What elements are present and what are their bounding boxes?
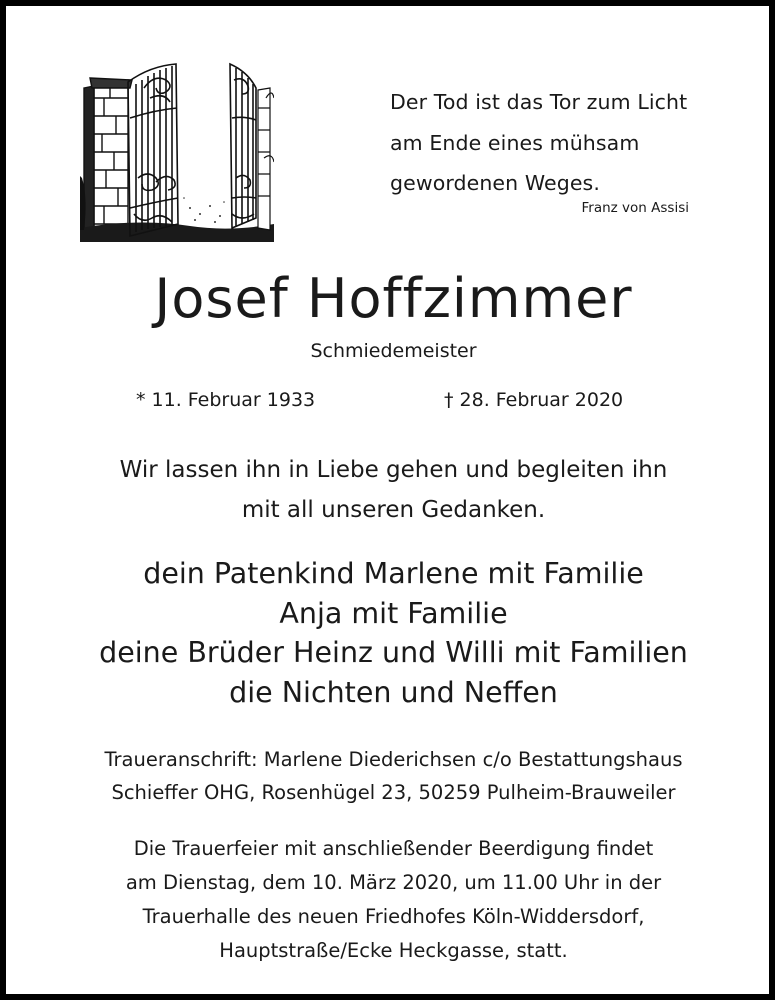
motto	[6, 450, 775, 530]
mourner-line: Anja mit Familie	[279, 596, 508, 630]
gate-illustration-icon	[80, 58, 274, 242]
ceremony-line: Hauptstraße/Ecke Heckgasse, statt.	[219, 939, 568, 962]
quote-line: Der Tod ist das Tor zum Licht	[390, 90, 688, 114]
ceremony-line: Trauerhalle des neuen Friedhofes Köln-Widdersdorf,	[142, 905, 645, 928]
quote-line: am Ende eines mühsam	[390, 130, 640, 155]
quote	[390, 82, 730, 204]
address-line: Traueranschrift: Marlene Diederichsen c/o Bestattungshaus	[104, 748, 683, 771]
ceremony-line: Die Trauerfeier mit anschließender Beerdigung findet	[133, 837, 654, 860]
motto-line: Wir lassen ihn in Liebe gehen und begleiten ihn	[119, 457, 668, 483]
birth-date: * 11. Februar 1933	[136, 389, 316, 411]
quote-line: gewordenen Weges.	[390, 171, 600, 195]
mourning-address	[6, 743, 775, 809]
mourner-line: dein Patenkind Marlene mit Familie	[143, 557, 644, 590]
address-line: Schieffer OHG, Rosenhügel 23, 50259 Pulheim-Brauweiler	[111, 781, 676, 804]
motto-line: mit all unseren Gedanken.	[241, 497, 546, 523]
death-date: † 28. Februar 2020	[444, 389, 624, 411]
deceased-profession: Schmiedemeister	[310, 340, 477, 362]
quote-author: Franz von Assisi	[581, 200, 689, 216]
mourner-line: die Nichten und Neffen	[229, 675, 558, 709]
mourners-list	[6, 554, 775, 712]
deceased-name: Josef Hoffzimmer	[154, 267, 633, 330]
funeral-ceremony-info	[6, 832, 775, 968]
mourner-line: deine Brüder Heinz und Willi mit Familien	[99, 636, 688, 669]
ceremony-line: am Dienstag, dem 10. März 2020, um 11.00 Uhr in der	[125, 871, 662, 894]
